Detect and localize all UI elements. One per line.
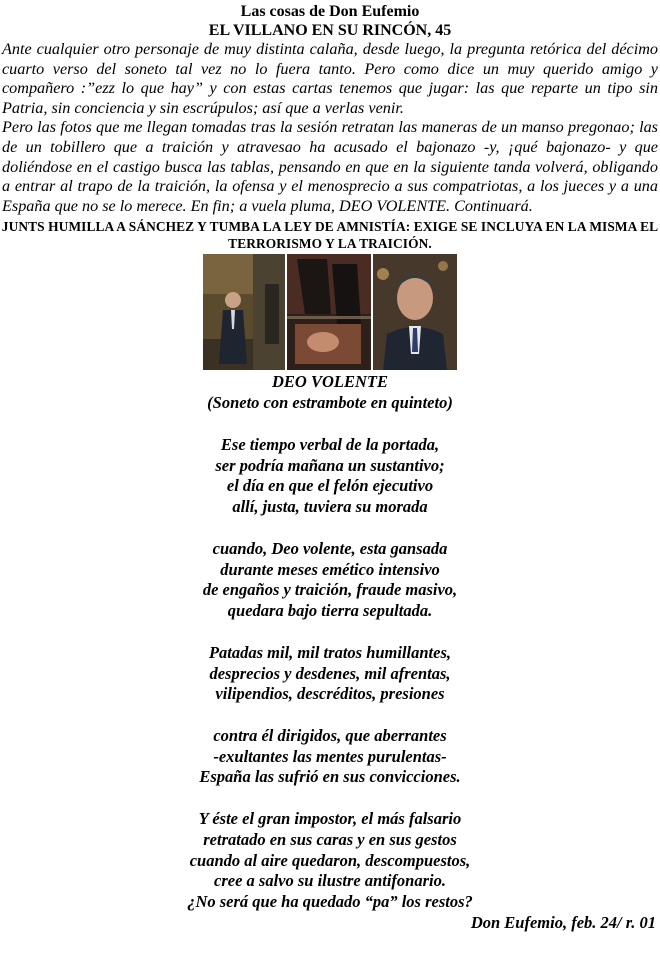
column-title: EL VILLANO EN SU RINCÓN, 45 xyxy=(208,22,452,39)
stanza xyxy=(0,643,660,705)
stanza xyxy=(0,539,660,622)
verse-line: cuando, Deo volente, esta gansada xyxy=(212,538,448,558)
photo-seat-detail xyxy=(287,254,371,370)
verse-line: España las sufrió en sus convicciones. xyxy=(199,767,461,787)
poem-title: DEO VOLENTE xyxy=(272,372,388,392)
verse-line: contra él dirigidos, que aberrantes xyxy=(213,725,447,745)
verse-line: de engaños y traición, fraude masivo, xyxy=(202,580,458,600)
verse-line: ser podría mañana un sustantivo; xyxy=(215,455,445,475)
verse-line: Ese tiempo verbal de la portada, xyxy=(220,434,440,454)
verse-line: Patadas mil, mil tratos humillantes, xyxy=(208,642,452,662)
verse-line: ¿No será que ha quedado “pa” los restos? xyxy=(187,892,473,912)
news-headline: JUNTS HUMILLA A SÁNCHEZ Y TUMBA LA LEY DE AMNISTÍA: EXIGE SE INCLUYA EN LA MISMA EL TERRORISMO Y LA TRAICIÓN. xyxy=(1,219,659,252)
stanza xyxy=(0,809,660,913)
verse-line: vilipendios, descréditos, presiones xyxy=(215,684,445,704)
photo-strip xyxy=(0,254,660,370)
verse-line: cuando al aire quedaron, descompuestos, xyxy=(189,850,471,870)
photo-man-walking xyxy=(203,254,285,370)
verse-line: quedara bajo tierra sepultada. xyxy=(227,601,433,621)
intro-paragraph-1: Ante cualquier otro personaje de muy distinta calaña, desde luego, la pregunta retórica del décimo cuarto verso del soneto tal vez no lo fuera tanto. Pero como dice un muy querido amigo y compañero :”ezz lo que hay” y con estas cartas tenemos que jugar: las que reparte un tipo sin Patria, sin conciencia y sin escrúpulos; así que a verlas venir. xyxy=(2,40,658,117)
poem-subtitle: (Soneto con estrambote en quinteto) xyxy=(207,393,453,413)
stanza xyxy=(0,726,660,788)
verse-line: allí, justa, tuviera su morada xyxy=(232,497,428,517)
series-title: Las cosas de Don Eufemio xyxy=(240,3,420,20)
verse-line: desprecios y desdenes, mil afrentas, xyxy=(209,663,451,683)
poem xyxy=(0,372,660,913)
verse-line: -exultantes las mentes purulentas- xyxy=(213,746,447,766)
verse-line: durante meses emético intensivo xyxy=(220,559,440,579)
intro-text xyxy=(2,40,658,216)
verse-line: cree a salvo su ilustre antifonario. xyxy=(214,871,446,891)
intro-paragraph-2: Pero las fotos que me llegan tomadas tras la sesión retratan las maneras de un manso pregonao; las de un tobillero que a traición y atravesao ha acusado el bajonazo -y, ¡qué bajonazo- y que doliéndose en el castigo busca las tablas, pensando en que en la siguiente tanda volverá, obligando a entrar al trapo de la traición, la ofensa y el menosprecio a sus compatriotas, a los jueces y a una España que no se lo merece. En fin; a vuela pluma, DEO VOLENTE. Continuará. xyxy=(2,118,658,215)
signature: Don Eufemio, feb. 24/ r. 01 xyxy=(470,913,656,933)
verse-line: el día en que el felón ejecutivo xyxy=(226,476,434,496)
verse-line: Y éste el gran impostor, el más falsario xyxy=(198,809,462,829)
photo-man-portrait xyxy=(373,254,457,370)
verse-line: retratado en sus caras y en sus gestos xyxy=(203,829,457,849)
stanza xyxy=(0,435,660,518)
